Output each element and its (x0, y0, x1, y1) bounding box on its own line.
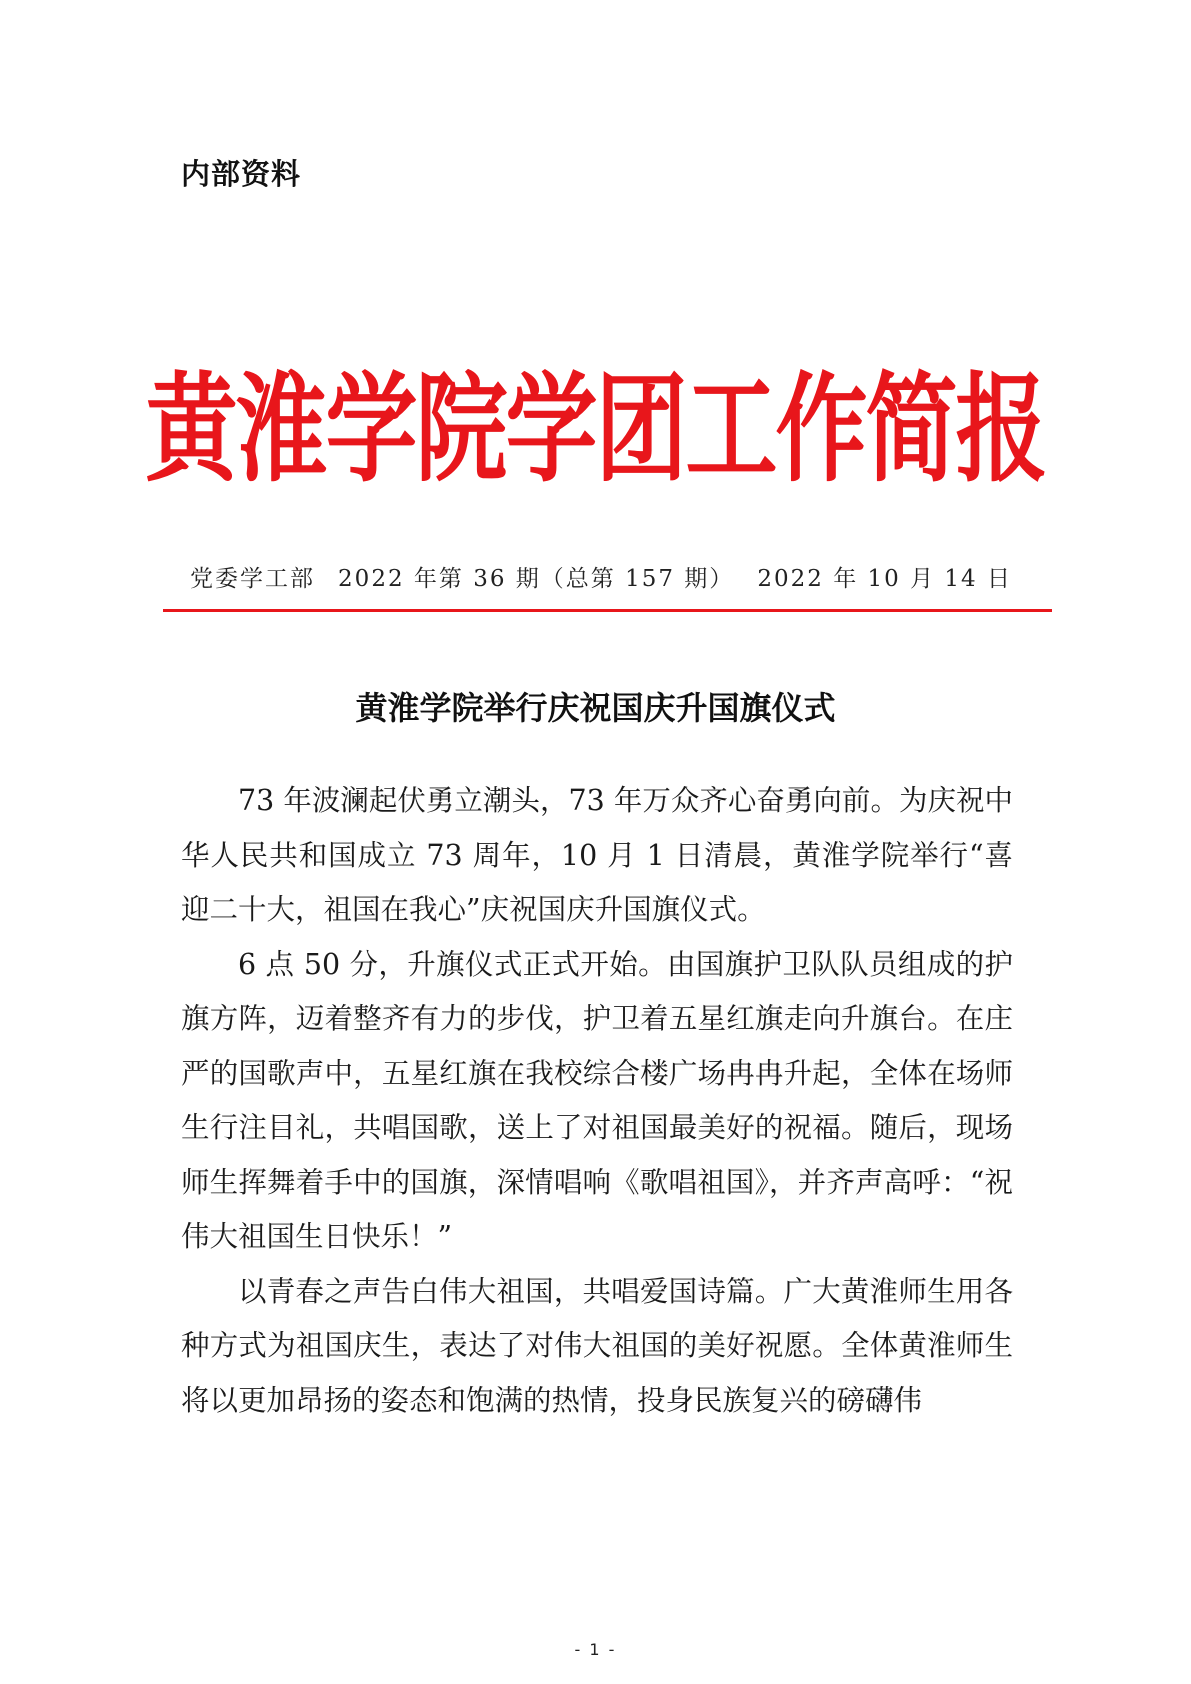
article-title: 黄淮学院举行庆祝国庆升国旗仪式 (355, 689, 836, 727)
masthead-title: 黄淮学院学团工作简报 (145, 359, 1046, 498)
issuing-department: 党委学工部 (190, 566, 315, 592)
masthead-divider (163, 609, 1052, 612)
article-paragraph: 以青春之声告白伟大祖国，共唱爱国诗篇。广大黄淮师生用各种方式为祖国庆生，表达了对伟大祖国的美好祝愿。全体黄淮师生将以更加昂扬的姿态和饱满的热情，投身民族复兴的磅礴伟 (181, 1274, 1013, 1417)
issue-info-line (190, 560, 1012, 593)
page-number: - 1 - (574, 1640, 617, 1659)
classification-label: 内部资料 (181, 157, 302, 191)
article-body (181, 774, 1013, 1428)
issue-number: 2022 年第 36 期（总第 157 期） (338, 566, 735, 592)
issue-date: 2022 年 10 月 14 日 (757, 566, 1012, 592)
article-paragraph: 73 年波澜起伏勇立潮头，73 年万众齐心奋勇向前。为庆祝中华人民共和国成立 73 周年，10 月 1 日清晨，黄淮学院举行“喜迎二十大，祖国在我心”庆祝国庆升国旗仪式。 (181, 784, 1013, 926)
article-paragraph: 6 点 50 分，升旗仪式正式开始。由国旗护卫队队员组成的护旗方阵，迈着整齐有力的步伐，护卫着五星红旗走向升旗台。在庄严的国歌声中，五星红旗在我校综合楼广场冉冉升起，全体在场师生行注目礼，共唱国歌，送上了对祖国最美好的祝福。随后，现场师生挥舞着手中的国旗，深情唱响《歌唱祖国》，并齐声高呼：“祝伟大祖国生日快乐！” (181, 947, 1013, 1253)
